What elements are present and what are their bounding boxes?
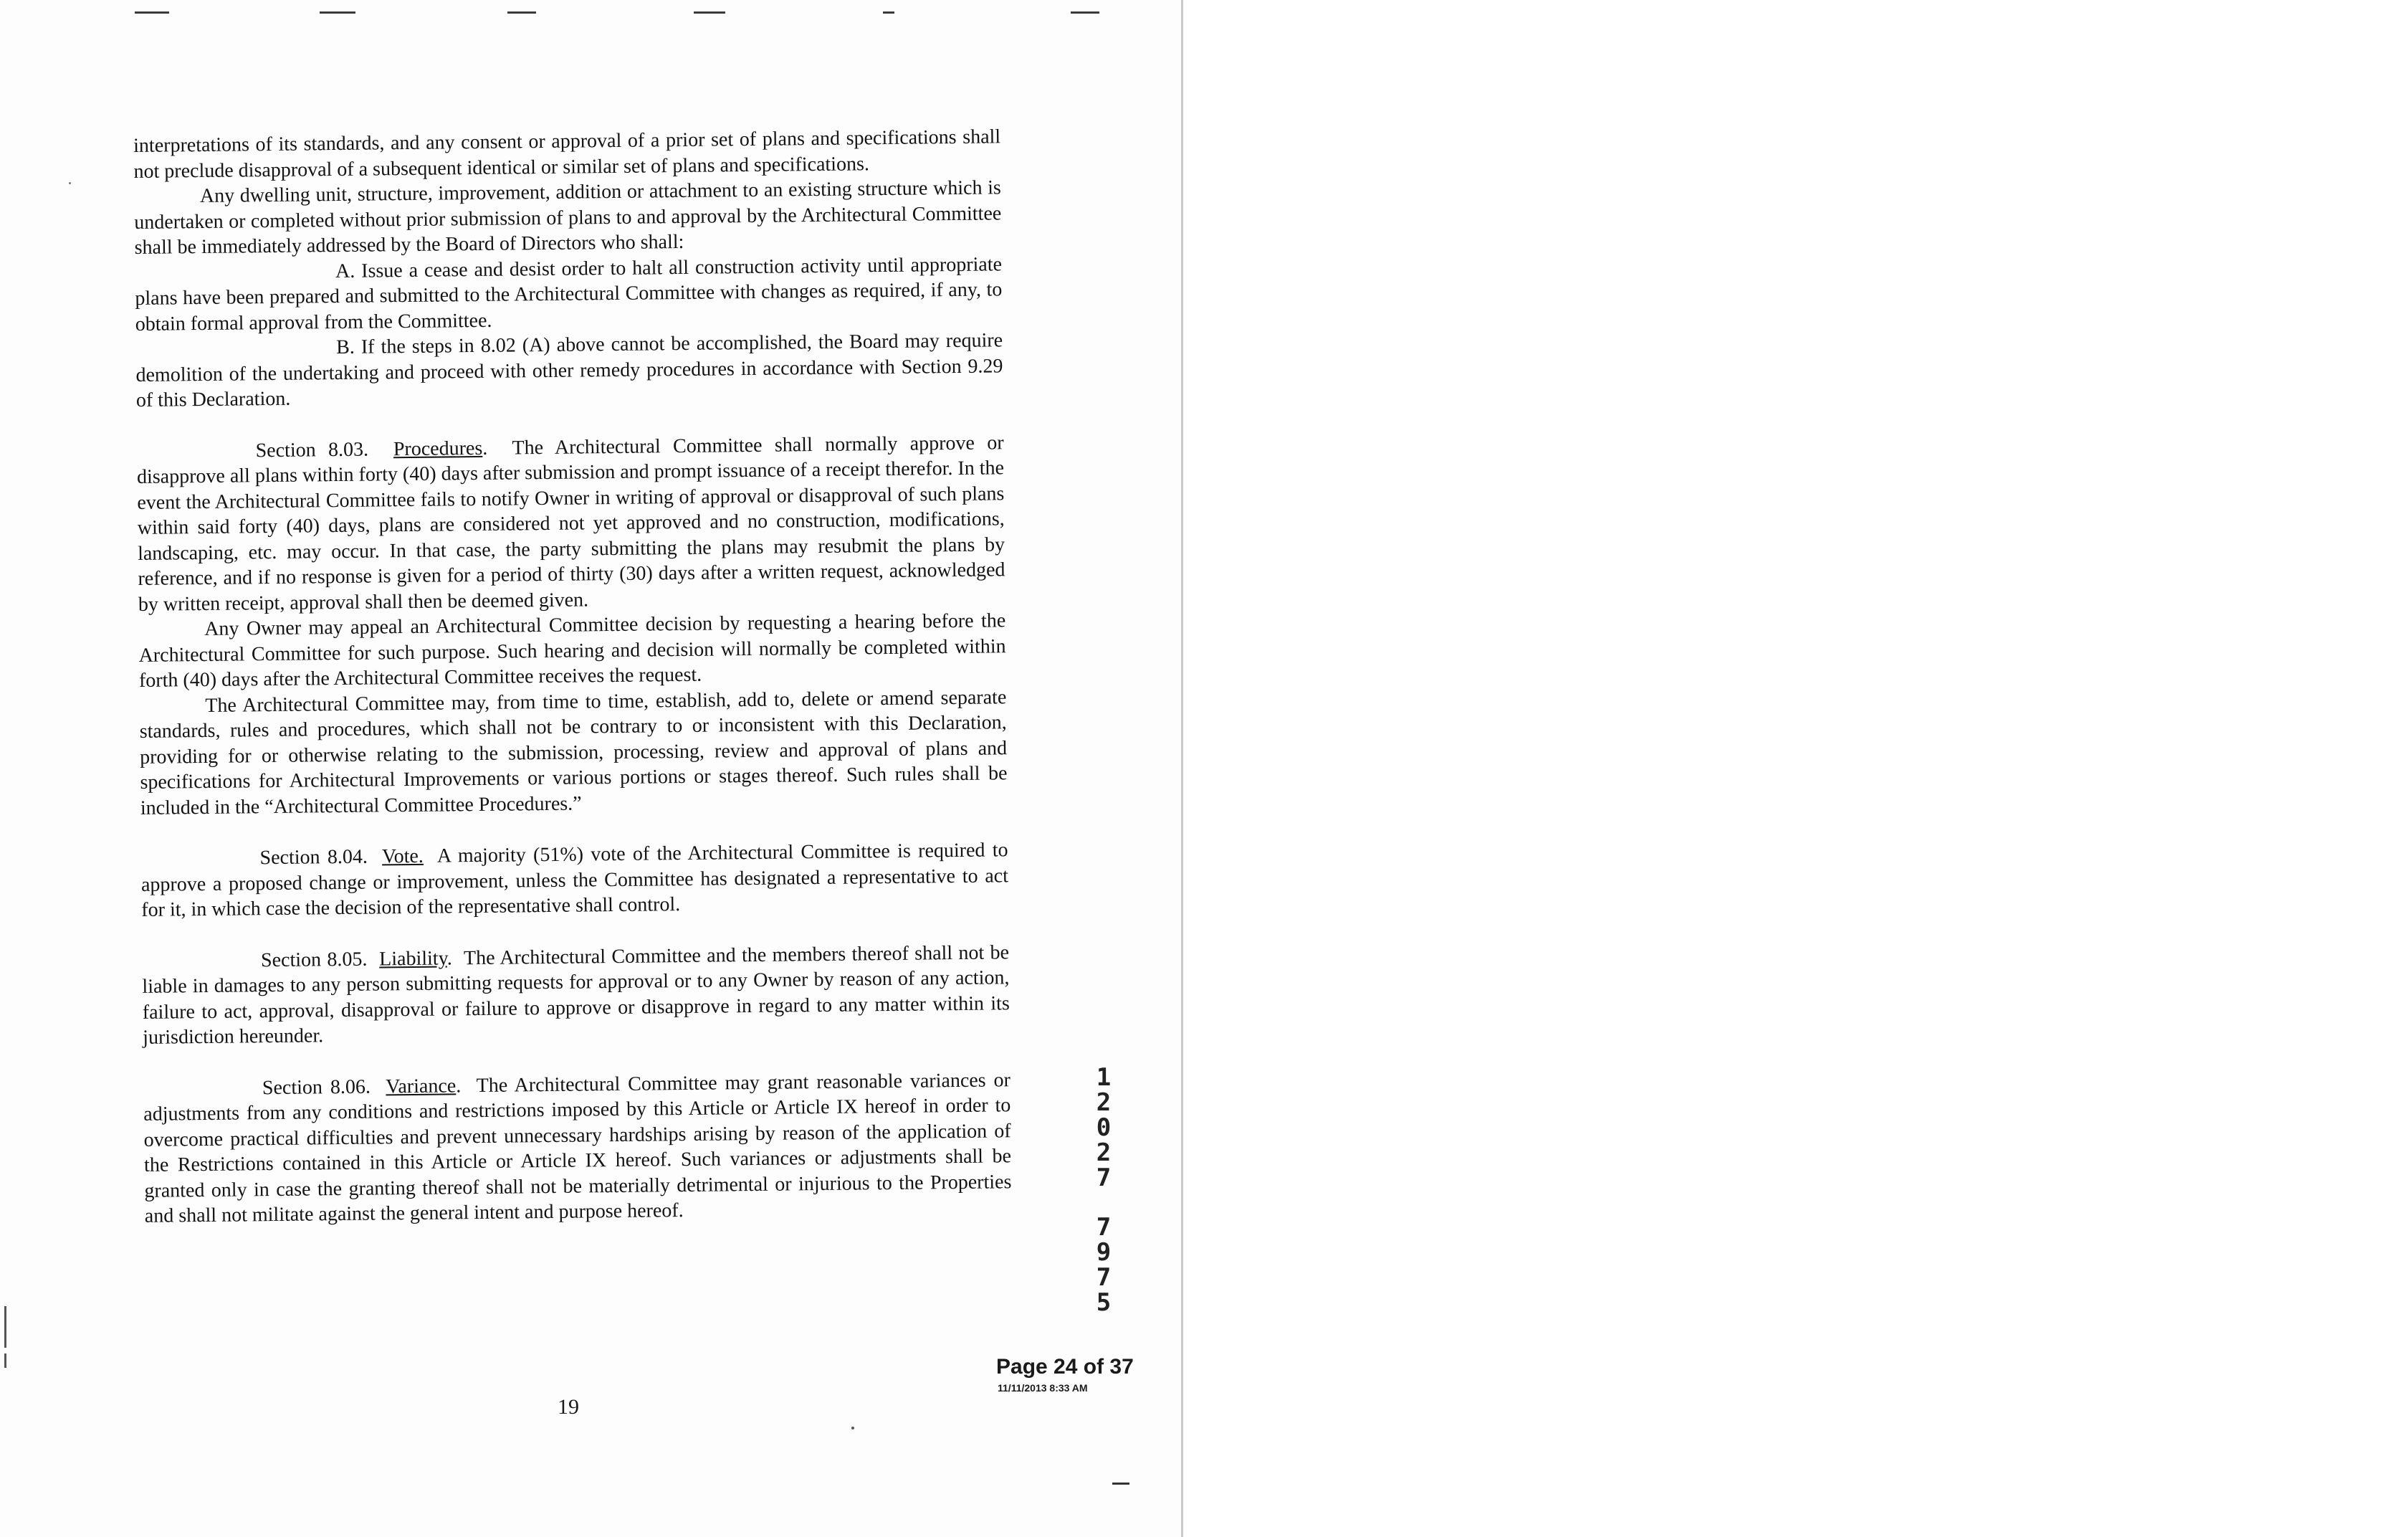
recording-digit: 0 (1096, 1113, 1112, 1142)
document-body (133, 124, 1012, 1229)
margin-mark (4, 1306, 6, 1348)
section-title: Vote. (381, 844, 424, 868)
section-body: The Architectural Committee and the members thereof shall not be liable in damages to any person submitting requests for approval or to any Owner by reason of any action, failure to act, approval, disapproval or failure to approve or disapprove in regard to any matter within its jurisdiction hereunder. (142, 941, 1010, 1049)
left-page (0, 0, 1181, 1537)
recording-digit: 2 (1096, 1138, 1112, 1167)
section-title: Liability (379, 946, 447, 970)
section-number: Section 8.03. (255, 438, 369, 462)
section-8-06: Section 8.06. Variance. The Architectural Committee may grant reasonable variances or adjustments from any conditions and restrictions imposed by this Article or Article IX hereof in order to overcome practical difficulties and prevent unnecessary hardships arising by reason of the application of the Restrictions contained in this Article or Article IX hereof. Such variances or adjustments shall be granted only in case the granting thereof shall not be materially detrimental or injurious to the Properties and shall not militate against the general intent and purpose hereof. (143, 1068, 1012, 1227)
section-number: Section 8.06. (262, 1075, 371, 1099)
section-number: Section 8.05. (260, 948, 368, 971)
section-number: Section 8.04. (259, 845, 368, 870)
section-body: The Architectural Committee shall normally approve or disapprove all plans within forty (40) days after submission and prompt issuance of a receipt therefor. In the event the Architectural Committee fails to notify Owner in writing of approval or disapproval of such plans within said forty (40) days, plans are considered not yet approved and no construction, modifications, landscaping, etc. may occur. In that case, the party submitting the plans may resubmit the plans by reference, and if no response is given for a period of thirty (30) days after a written request, acknowledged by written receipt, approval shall then be deemed given. (136, 431, 1005, 616)
paragraph: interpretations of its standards, and any consent or approval of a prior set of plans and specifications shall not preclude disapproval of a subsequent identical or similar set of plans and specifications. (133, 125, 1001, 183)
scan-speck (851, 1427, 854, 1429)
recording-digit: 9 (1096, 1238, 1112, 1267)
recording-digit: 1 (1096, 1063, 1112, 1092)
recording-digit: 5 (1096, 1288, 1112, 1317)
paragraph: A. Issue a cease and desist order to halt all construction activity until appropriate plans have been prepared and submitted to the Architectural Committee with changes as required, if any, to obtain formal approval from the Committee. (135, 252, 1003, 336)
scan-mark (694, 11, 725, 14)
page-stamp: Page 24 of 37 (996, 1355, 1134, 1379)
margin-mark (4, 1353, 6, 1368)
scan-mark (507, 11, 536, 14)
scan-mark (1071, 11, 1099, 14)
section-8-03: Section 8.03. Procedures. The Architectural Committee shall normally approve or disapprove all plans within forty (40) days after submission and prompt issuance of a receipt therefor. In the event the Architectural Committee fails to notify Owner in writing of approval or disapproval of such plans within said forty (40) days, plans are considered not yet approved and no construction, modifications, landscaping, etc. may occur. In that case, the party submitting the plans may resubmit the plans by reference, and if no response is given for a period of thirty (30) days after a written request, acknowledged by written receipt, approval shall then be deemed given. (136, 431, 1005, 616)
section-title: Variance (386, 1074, 457, 1098)
page-number: 19 (558, 1395, 579, 1419)
scan-mark (883, 11, 894, 14)
paragraph: B. If the steps in 8.02 (A) above cannot be accomplished, the Board may require demolition of the undertaking and proceed with other remedy procedures in accordance with Section 9.29 of this Declaration. (135, 329, 1003, 411)
section-body: The Architectural Committee may grant reasonable variances or adjustments from any conditions and restrictions imposed by this Article or Article IX hereof in order to overcome practical difficulties and prevent unnecessary hardships arising by reason of the application of the Restrictions contained in this Article or Article IX hereof. Such variances or adjustments shall be granted only in case the granting thereof shall not be materially detrimental or injurious to the Properties and shall not militate against the general intent and purpose hereof. (143, 1068, 1012, 1227)
paragraph: The Architectural Committee may, from time to time, establish, add to, delete or amend separate standards, rules and procedures, which shall not be contrary to or inconsistent with this Declaration, providing for or otherwise relating to the submission, processing, review and approval of plans and specifications for Architectural Improvements or various portions or stages thereof. Such rules shall be included in the “Architectural Committee Procedures.” (139, 685, 1008, 819)
section-8-05: Section 8.05. Liability. The Architectural Committee and the members thereof shall not be liable in damages to any person submitting requests for approval or to any Owner by reason of any action, failure to act, approval, disapproval or failure to approve or disapprove in regard to any matter within its jurisdiction hereunder. (142, 941, 1010, 1049)
section-8-04 (140, 837, 1008, 923)
recording-digit: 2 (1096, 1088, 1112, 1117)
scan-speck (69, 182, 71, 184)
recording-digit: 7 (1096, 1164, 1112, 1192)
recording-number (1089, 1065, 1118, 1315)
paragraph: Any dwelling unit, structure, improvement, addition or attachment to an existing structure which is undertaken or completed without prior submission of plans to and approval by the Architectural Committee shall be immediately addressed by the Board of Directors who shall: (134, 176, 1002, 259)
scan-mark (320, 11, 355, 14)
section-title: Procedures (393, 437, 483, 460)
recording-digit: 7 (1096, 1213, 1112, 1242)
section-body: A majority (51%) vote of the Architectural Committee is required to approve a proposed change or improvement, unless the Committee has designated a representative to act for it, in which case the decision of the representative shall control. (140, 839, 1009, 921)
paragraph: Any Owner may appeal an Architectural Committee decision by requesting a hearing before the Architectural Committee for such purpose. Such hearing and decision will normally be completed within forth (40) days after the Architectural Committee receives the request. (138, 609, 1006, 692)
timestamp: 11/11/2013 8:33 AM (998, 1382, 1088, 1394)
right-blank-page (1181, 0, 2408, 1537)
recording-digit: 7 (1096, 1263, 1112, 1292)
scan-mark (1112, 1483, 1129, 1485)
scan-mark (135, 11, 169, 14)
